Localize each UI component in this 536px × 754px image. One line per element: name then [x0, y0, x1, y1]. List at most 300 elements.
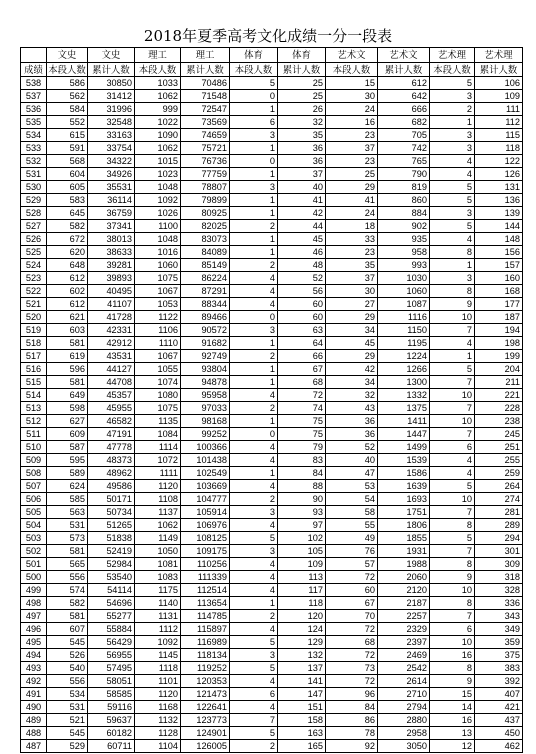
count-cell: 598 — [47, 402, 88, 415]
count-cell: 60182 — [88, 727, 135, 740]
count-cell: 1060 — [135, 259, 181, 272]
count-cell: 72 — [326, 571, 378, 584]
count-cell: 642 — [378, 90, 430, 103]
count-cell: 53 — [326, 480, 378, 493]
count-cell: 5 — [430, 220, 475, 233]
count-cell: 1332 — [378, 389, 430, 402]
count-cell: 1150 — [378, 324, 430, 337]
count-cell: 531 — [47, 519, 88, 532]
count-cell: 565 — [47, 558, 88, 571]
count-cell: 1586 — [378, 467, 430, 480]
count-cell: 10 — [430, 415, 475, 428]
count-cell: 4 — [430, 454, 475, 467]
count-cell: 582 — [47, 220, 88, 233]
table-row — [21, 688, 523, 701]
score-cell: 489 — [21, 714, 47, 727]
table-row — [21, 493, 523, 506]
count-cell: 1074 — [135, 376, 181, 389]
count-cell: 92 — [326, 740, 378, 753]
count-cell: 34322 — [88, 155, 135, 168]
count-cell: 5 — [430, 480, 475, 493]
count-cell: 596 — [47, 363, 88, 376]
count-cell: 4 — [230, 558, 278, 571]
count-cell: 50734 — [88, 506, 135, 519]
count-cell: 5 — [230, 77, 278, 90]
header-cell: 累计人数 — [181, 63, 230, 77]
count-cell: 25 — [326, 168, 378, 181]
count-cell: 29 — [326, 181, 378, 194]
count-cell: 604 — [47, 168, 88, 181]
count-cell: 198 — [475, 337, 523, 350]
count-cell: 56429 — [88, 636, 135, 649]
table-row — [21, 415, 523, 428]
count-cell: 122641 — [181, 701, 230, 714]
count-cell: 23 — [326, 246, 378, 259]
count-cell: 1447 — [378, 428, 430, 441]
count-cell: 3 — [430, 207, 475, 220]
count-cell: 1131 — [135, 610, 181, 623]
count-cell: 79 — [278, 441, 326, 454]
count-cell: 102 — [278, 532, 326, 545]
table-row — [21, 129, 523, 142]
count-cell: 884 — [378, 207, 430, 220]
count-cell: 76736 — [181, 155, 230, 168]
count-cell: 1145 — [135, 649, 181, 662]
count-cell: 309 — [475, 558, 523, 571]
count-cell: 1081 — [135, 558, 181, 571]
count-cell: 4 — [230, 454, 278, 467]
score-cell: 501 — [21, 558, 47, 571]
count-cell: 383 — [475, 662, 523, 675]
score-cell: 521 — [21, 298, 47, 311]
count-cell: 49 — [326, 532, 378, 545]
table-row — [21, 675, 523, 688]
count-cell: 120 — [278, 610, 326, 623]
count-cell: 74 — [278, 402, 326, 415]
count-cell: 4 — [430, 467, 475, 480]
count-cell: 1084 — [135, 428, 181, 441]
count-cell: 44 — [278, 220, 326, 233]
count-cell: 72 — [278, 389, 326, 402]
count-cell: 591 — [47, 142, 88, 155]
count-cell: 521 — [47, 714, 88, 727]
count-cell: 49586 — [88, 480, 135, 493]
count-cell: 1168 — [135, 701, 181, 714]
score-cell: 520 — [21, 311, 47, 324]
score-cell: 499 — [21, 584, 47, 597]
score-cell: 508 — [21, 467, 47, 480]
score-cell: 538 — [21, 77, 47, 90]
count-cell: 1 — [430, 350, 475, 363]
count-cell: 3 — [430, 90, 475, 103]
table-row — [21, 532, 523, 545]
score-cell: 514 — [21, 389, 47, 402]
count-cell: 13 — [430, 727, 475, 740]
count-cell: 50171 — [88, 493, 135, 506]
count-cell: 5 — [230, 636, 278, 649]
count-cell: 1 — [230, 103, 278, 116]
score-cell: 518 — [21, 337, 47, 350]
count-cell: 3 — [230, 324, 278, 337]
count-cell: 993 — [378, 259, 430, 272]
count-cell: 117 — [278, 584, 326, 597]
count-cell: 5 — [430, 532, 475, 545]
score-cell: 496 — [21, 623, 47, 636]
count-cell: 76 — [326, 545, 378, 558]
count-cell: 71548 — [181, 90, 230, 103]
count-cell: 649 — [47, 389, 88, 402]
count-cell: 23 — [326, 129, 378, 142]
table-row — [21, 324, 523, 337]
count-cell: 289 — [475, 519, 523, 532]
count-cell: 36 — [326, 415, 378, 428]
score-cell: 536 — [21, 103, 47, 116]
count-cell: 1118 — [135, 662, 181, 675]
count-cell: 349 — [475, 623, 523, 636]
count-cell: 41728 — [88, 311, 135, 324]
count-cell: 587 — [47, 441, 88, 454]
header-cell: 本段人数 — [430, 63, 475, 77]
count-cell: 1108 — [135, 493, 181, 506]
table-row — [21, 181, 523, 194]
count-cell: 2120 — [378, 584, 430, 597]
count-cell: 1 — [230, 246, 278, 259]
count-cell: 47191 — [88, 428, 135, 441]
table-row — [21, 519, 523, 532]
count-cell: 72547 — [181, 103, 230, 116]
count-cell: 682 — [378, 116, 430, 129]
count-cell: 43531 — [88, 350, 135, 363]
score-cell: 504 — [21, 519, 47, 532]
count-cell: 89466 — [181, 311, 230, 324]
count-cell: 60711 — [88, 740, 135, 753]
count-cell: 73569 — [181, 116, 230, 129]
count-cell: 534 — [47, 688, 88, 701]
count-cell: 359 — [475, 636, 523, 649]
count-cell: 860 — [378, 194, 430, 207]
score-cell: 511 — [21, 428, 47, 441]
count-cell: 45955 — [88, 402, 135, 415]
count-cell: 2 — [230, 402, 278, 415]
count-cell: 113654 — [181, 597, 230, 610]
score-cell: 517 — [21, 350, 47, 363]
count-cell: 70 — [326, 610, 378, 623]
table-row — [21, 116, 523, 129]
table-row — [21, 454, 523, 467]
header-cell: 累计人数 — [378, 63, 430, 77]
count-cell: 4 — [430, 155, 475, 168]
count-cell: 40 — [278, 181, 326, 194]
score-cell: 527 — [21, 220, 47, 233]
count-cell: 568 — [47, 155, 88, 168]
table-row — [21, 376, 523, 389]
count-cell: 187 — [475, 311, 523, 324]
count-cell: 545 — [47, 727, 88, 740]
header-cell: 累计人数 — [475, 63, 523, 77]
count-cell: 1033 — [135, 77, 181, 90]
count-cell: 2 — [430, 103, 475, 116]
table-row — [21, 727, 523, 740]
count-cell: 36114 — [88, 194, 135, 207]
count-cell: 1030 — [378, 272, 430, 285]
count-cell: 421 — [475, 701, 523, 714]
count-cell: 627 — [47, 415, 88, 428]
count-cell: 123773 — [181, 714, 230, 727]
count-cell: 1 — [230, 363, 278, 376]
count-cell: 1140 — [135, 597, 181, 610]
count-cell: 1080 — [135, 389, 181, 402]
count-cell: 245 — [475, 428, 523, 441]
count-cell: 1135 — [135, 415, 181, 428]
count-cell: 2614 — [378, 675, 430, 688]
count-cell: 77759 — [181, 168, 230, 181]
count-cell: 1062 — [135, 142, 181, 155]
count-cell: 9 — [430, 675, 475, 688]
table-header-row-bottom — [21, 63, 523, 77]
count-cell: 105914 — [181, 506, 230, 519]
score-cell: 510 — [21, 441, 47, 454]
table-row — [21, 714, 523, 727]
count-cell: 2 — [230, 350, 278, 363]
count-cell: 1111 — [135, 467, 181, 480]
count-cell: 1 — [230, 168, 278, 181]
count-cell: 3 — [230, 181, 278, 194]
count-cell: 5 — [430, 181, 475, 194]
table-row — [21, 311, 523, 324]
count-cell: 106976 — [181, 519, 230, 532]
count-cell: 54114 — [88, 584, 135, 597]
score-cell: 537 — [21, 90, 47, 103]
count-cell: 158 — [278, 714, 326, 727]
count-cell: 624 — [47, 480, 88, 493]
header-cell: 本段人数 — [135, 63, 181, 77]
count-cell: 1855 — [378, 532, 430, 545]
count-cell: 97 — [278, 519, 326, 532]
table-row — [21, 77, 523, 90]
count-cell: 122 — [475, 155, 523, 168]
count-cell: 3 — [430, 129, 475, 142]
count-cell: 105 — [278, 545, 326, 558]
count-cell: 1 — [430, 259, 475, 272]
table-row — [21, 272, 523, 285]
count-cell: 1 — [430, 116, 475, 129]
count-cell: 8 — [430, 285, 475, 298]
count-cell: 607 — [47, 623, 88, 636]
count-cell: 301 — [475, 545, 523, 558]
count-cell: 86224 — [181, 272, 230, 285]
count-cell: 70486 — [181, 77, 230, 90]
count-cell: 5 — [230, 727, 278, 740]
count-cell: 238 — [475, 415, 523, 428]
count-cell: 958 — [378, 246, 430, 259]
count-cell: 40495 — [88, 285, 135, 298]
count-cell: 1751 — [378, 506, 430, 519]
count-cell: 115897 — [181, 623, 230, 636]
table-row — [21, 103, 523, 116]
count-cell: 25 — [278, 77, 326, 90]
count-cell: 33163 — [88, 129, 135, 142]
count-cell: 584 — [47, 103, 88, 116]
count-cell: 589 — [47, 467, 88, 480]
count-cell: 37 — [326, 272, 378, 285]
count-cell: 4 — [430, 337, 475, 350]
count-cell: 35 — [278, 129, 326, 142]
count-cell: 83 — [278, 454, 326, 467]
count-cell: 2542 — [378, 662, 430, 675]
count-cell: 58051 — [88, 675, 135, 688]
count-cell: 14 — [430, 701, 475, 714]
count-cell: 3 — [230, 545, 278, 558]
count-cell: 121473 — [181, 688, 230, 701]
count-cell: 55884 — [88, 623, 135, 636]
header-cell: 累计人数 — [88, 63, 135, 77]
count-cell: 7 — [430, 324, 475, 337]
header-cell: 艺术文 — [326, 48, 378, 63]
count-cell: 78807 — [181, 181, 230, 194]
count-cell: 2397 — [378, 636, 430, 649]
header-cell: 艺术理 — [475, 48, 523, 63]
score-cell: 525 — [21, 246, 47, 259]
score-cell: 531 — [21, 168, 47, 181]
count-cell: 6 — [430, 441, 475, 454]
score-cell: 495 — [21, 636, 47, 649]
count-cell: 73 — [326, 662, 378, 675]
count-cell: 118 — [475, 142, 523, 155]
count-cell: 1411 — [378, 415, 430, 428]
header-cell: 本段人数 — [326, 63, 378, 77]
count-cell: 156 — [475, 246, 523, 259]
count-cell: 1 — [230, 337, 278, 350]
count-cell: 9 — [430, 298, 475, 311]
count-cell: 3050 — [378, 740, 430, 753]
count-cell: 94878 — [181, 376, 230, 389]
table-row — [21, 207, 523, 220]
count-cell: 79899 — [181, 194, 230, 207]
count-cell: 59116 — [88, 701, 135, 714]
count-cell: 1023 — [135, 168, 181, 181]
count-cell: 1067 — [135, 285, 181, 298]
score-distribution-table — [20, 47, 523, 753]
count-cell: 115 — [475, 129, 523, 142]
header-cell: 本段人数 — [48, 63, 86, 75]
count-cell: 556 — [47, 675, 88, 688]
count-cell: 39281 — [88, 259, 135, 272]
count-cell: 52984 — [88, 558, 135, 571]
count-cell: 2060 — [378, 571, 430, 584]
score-cell: 529 — [21, 194, 47, 207]
count-cell: 44127 — [88, 363, 135, 376]
count-cell: 39893 — [88, 272, 135, 285]
count-cell: 1 — [230, 467, 278, 480]
count-cell: 55 — [326, 519, 378, 532]
count-cell: 113 — [278, 571, 326, 584]
count-cell: 2958 — [378, 727, 430, 740]
count-cell: 4 — [230, 285, 278, 298]
count-cell: 7 — [430, 545, 475, 558]
table-row — [21, 428, 523, 441]
count-cell: 621 — [47, 311, 88, 324]
count-cell: 160 — [475, 272, 523, 285]
count-cell: 573 — [47, 532, 88, 545]
count-cell: 168 — [475, 285, 523, 298]
count-cell: 1048 — [135, 181, 181, 194]
count-cell: 1106 — [135, 324, 181, 337]
count-cell: 450 — [475, 727, 523, 740]
count-cell: 612 — [47, 298, 88, 311]
score-cell: 507 — [21, 480, 47, 493]
count-cell: 64 — [278, 337, 326, 350]
count-cell: 55277 — [88, 610, 135, 623]
count-cell: 526 — [47, 649, 88, 662]
count-cell: 45357 — [88, 389, 135, 402]
count-cell: 552 — [47, 116, 88, 129]
table-row — [21, 636, 523, 649]
count-cell: 999 — [135, 103, 181, 116]
count-cell: 109175 — [181, 545, 230, 558]
count-cell: 612 — [378, 77, 430, 90]
count-cell: 99252 — [181, 428, 230, 441]
count-cell: 60 — [278, 311, 326, 324]
score-cell: 534 — [21, 129, 47, 142]
count-cell: 1 — [230, 194, 278, 207]
count-cell: 1175 — [135, 584, 181, 597]
count-cell: 26 — [278, 103, 326, 116]
score-cell: 524 — [21, 259, 47, 272]
count-cell: 59637 — [88, 714, 135, 727]
count-cell: 54 — [326, 493, 378, 506]
count-cell: 194 — [475, 324, 523, 337]
table-row — [21, 467, 523, 480]
count-cell: 24 — [326, 207, 378, 220]
count-cell: 581 — [47, 610, 88, 623]
count-cell: 1055 — [135, 363, 181, 376]
count-cell: 7 — [430, 610, 475, 623]
count-cell: 72 — [326, 675, 378, 688]
count-cell: 68 — [326, 636, 378, 649]
count-cell: 57495 — [88, 662, 135, 675]
count-cell: 4 — [230, 623, 278, 636]
count-cell: 281 — [475, 506, 523, 519]
count-cell: 1149 — [135, 532, 181, 545]
count-cell: 25 — [278, 90, 326, 103]
count-cell: 157 — [475, 259, 523, 272]
score-cell: 512 — [21, 415, 47, 428]
count-cell: 38013 — [88, 233, 135, 246]
count-cell: 36759 — [88, 207, 135, 220]
count-cell: 42 — [278, 207, 326, 220]
count-cell: 8 — [430, 246, 475, 259]
table-row — [21, 90, 523, 103]
count-cell: 392 — [475, 675, 523, 688]
count-cell: 75 — [278, 415, 326, 428]
table-row — [21, 194, 523, 207]
count-cell: 2794 — [378, 701, 430, 714]
count-cell: 1067 — [135, 350, 181, 363]
count-cell: 255 — [475, 454, 523, 467]
count-cell: 92749 — [181, 350, 230, 363]
header-cell: 体育 — [278, 48, 326, 63]
count-cell: 1100 — [135, 220, 181, 233]
count-cell: 27 — [326, 298, 378, 311]
count-cell: 4 — [230, 389, 278, 402]
count-cell: 48373 — [88, 454, 135, 467]
count-cell: 1075 — [135, 402, 181, 415]
count-cell: 88344 — [181, 298, 230, 311]
table-row — [21, 662, 523, 675]
table-body — [21, 77, 523, 753]
count-cell: 51838 — [88, 532, 135, 545]
count-cell: 80925 — [181, 207, 230, 220]
